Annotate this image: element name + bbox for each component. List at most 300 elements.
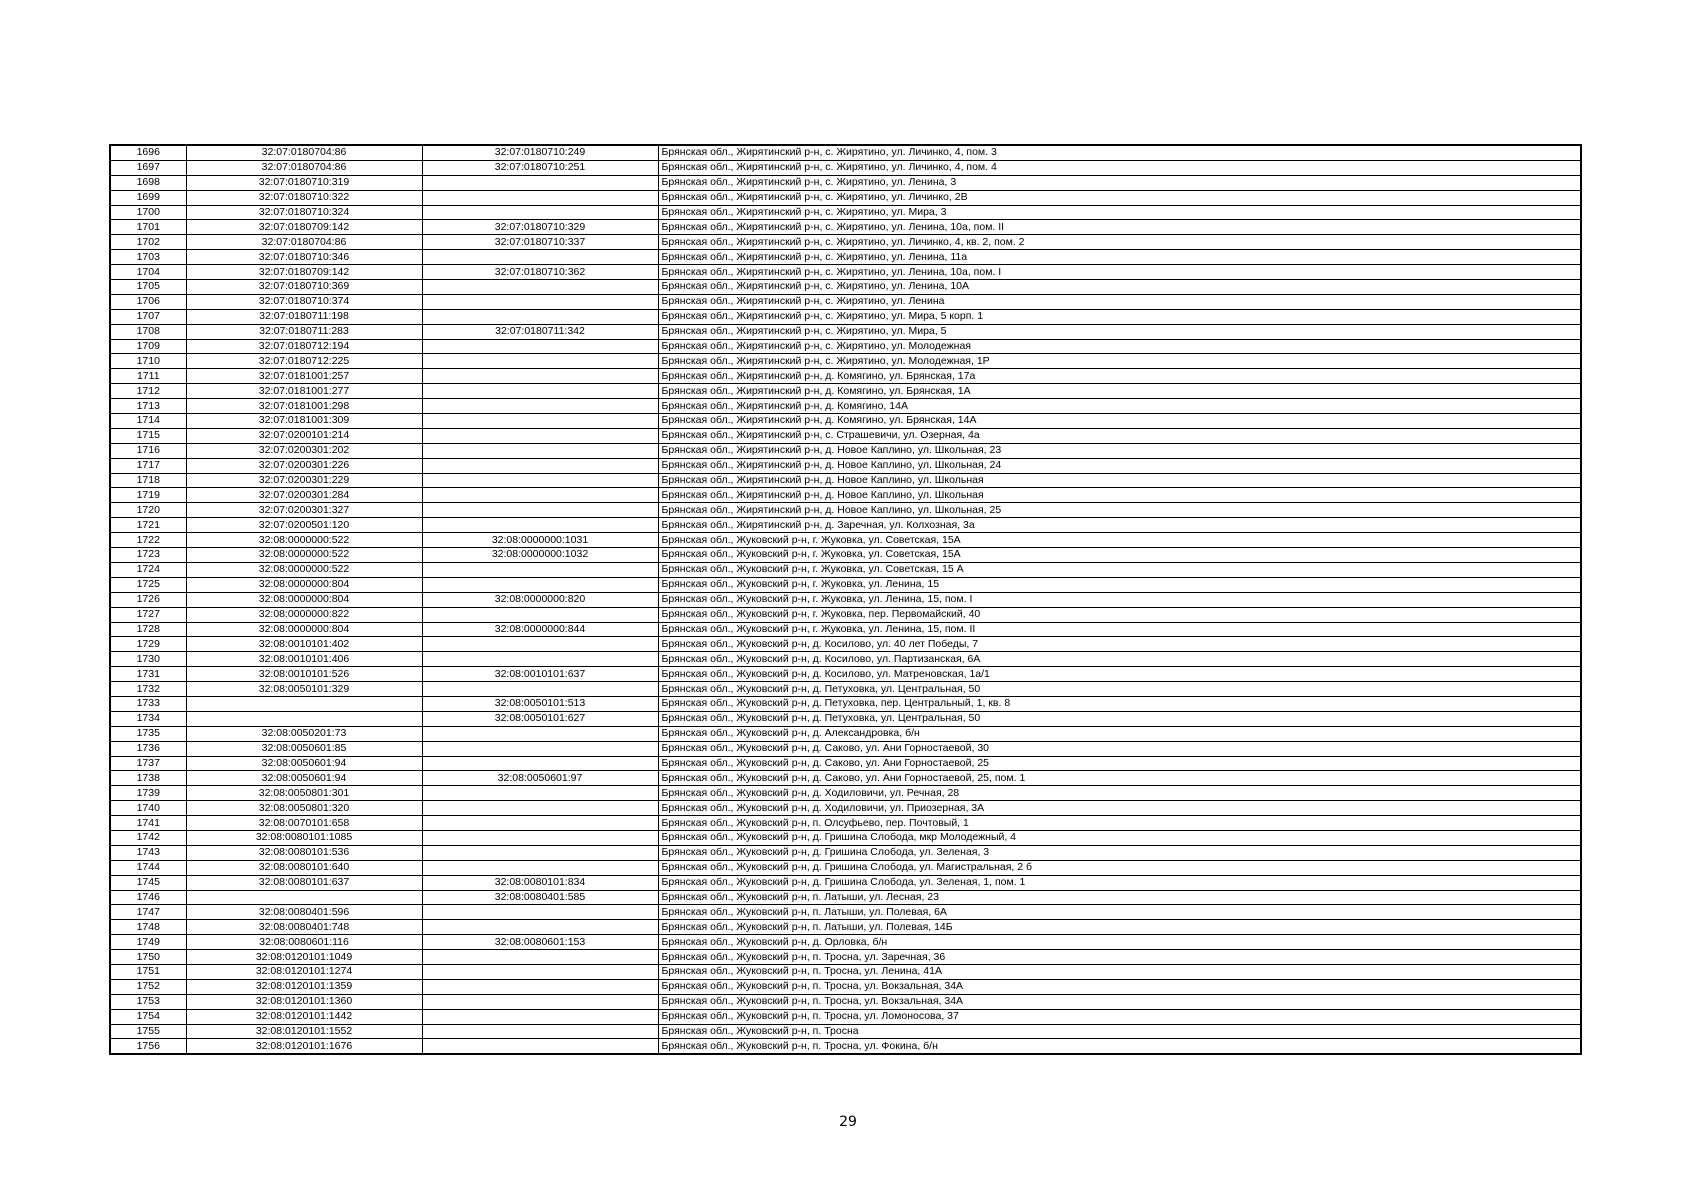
- row-number-cell: 1710: [110, 354, 186, 369]
- address-cell: Брянская обл., Жуковский р-н, д. Косилово, ул. Партизанская, 6А: [658, 652, 1581, 667]
- address-cell: Брянская обл., Жирятинский р-н, д. Заречная, ул. Колхозная, 3а: [658, 518, 1581, 533]
- room-cadastral-number-cell: [422, 816, 658, 831]
- row-number-cell: 1705: [110, 280, 186, 295]
- table-row: [110, 652, 1581, 667]
- cadastral-number-cell: 32:07:0200301:284: [186, 488, 422, 503]
- address-cell: Брянская обл., Жуковский р-н, д. Косилово, ул. 40 лет Победы, 7: [658, 637, 1581, 652]
- table-row: [110, 577, 1581, 592]
- cadastral-number-cell: 32:07:0180710:324: [186, 205, 422, 220]
- room-cadastral-number-cell: [422, 637, 658, 652]
- row-number-cell: 1749: [110, 935, 186, 950]
- address-cell: Брянская обл., Жуковский р-н, д. Гришина Слобода, ул. Зеленая, 1, пом. 1: [658, 875, 1581, 890]
- address-cell: Брянская обл., Жуковский р-н, п. Тросна, ул. Ломоносова, 37: [658, 1009, 1581, 1024]
- cadastral-number-cell: 32:07:0200301:226: [186, 458, 422, 473]
- cadastral-number-cell: 32:07:0180710:319: [186, 175, 422, 190]
- table-row: [110, 518, 1581, 533]
- room-cadastral-number-cell: [422, 830, 658, 845]
- address-cell: Брянская обл., Жуковский р-н, п. Олсуфьево, пер. Почтовый, 1: [658, 816, 1581, 831]
- room-cadastral-number-cell: [422, 950, 658, 965]
- table-body: [110, 145, 1581, 1054]
- row-number-cell: 1725: [110, 577, 186, 592]
- row-number-cell: 1756: [110, 1039, 186, 1054]
- row-number-cell: 1751: [110, 964, 186, 979]
- room-cadastral-number-cell: [422, 905, 658, 920]
- address-cell: Брянская обл., Жирятинский р-н, с. Жирятино, ул. Личинко, 4, пом. 4: [658, 160, 1581, 175]
- table-row: [110, 994, 1581, 1009]
- table-row: [110, 637, 1581, 652]
- table-row: [110, 771, 1581, 786]
- cadastral-number-cell: 32:08:0080401:596: [186, 905, 422, 920]
- room-cadastral-number-cell: [422, 562, 658, 577]
- address-cell: Брянская обл., Жуковский р-н, п. Тросна: [658, 1024, 1581, 1039]
- address-cell: Брянская обл., Жуковский р-н, г. Жуковка, ул. Ленина, 15: [658, 577, 1581, 592]
- room-cadastral-number-cell: 32:07:0180710:329: [422, 220, 658, 235]
- row-number-cell: 1733: [110, 696, 186, 711]
- table-row: [110, 399, 1581, 414]
- table-row: [110, 682, 1581, 697]
- table-row: [110, 175, 1581, 190]
- table-row: [110, 428, 1581, 443]
- cadastral-number-cell: 32:08:0000000:822: [186, 607, 422, 622]
- table-row: [110, 890, 1581, 905]
- room-cadastral-number-cell: [422, 443, 658, 458]
- room-cadastral-number-cell: 32:07:0180710:249: [422, 145, 658, 160]
- address-cell: Брянская обл., Жуковский р-н, г. Жуковка, ул. Ленина, 15, пом. I: [658, 592, 1581, 607]
- room-cadastral-number-cell: [422, 1024, 658, 1039]
- row-number-cell: 1747: [110, 905, 186, 920]
- room-cadastral-number-cell: [422, 250, 658, 265]
- address-cell: Брянская обл., Жирятинский р-н, д. Комягино, ул. Брянская, 1А: [658, 384, 1581, 399]
- room-cadastral-number-cell: [422, 190, 658, 205]
- room-cadastral-number-cell: [422, 860, 658, 875]
- address-cell: Брянская обл., Жирятинский р-н, с. Жирятино, ул. Ленина, 10А: [658, 280, 1581, 295]
- row-number-cell: 1717: [110, 458, 186, 473]
- row-number-cell: 1703: [110, 250, 186, 265]
- table-row: [110, 964, 1581, 979]
- table-row: [110, 160, 1581, 175]
- cadastral-number-cell: 32:07:0180711:198: [186, 309, 422, 324]
- cadastral-number-cell: 32:07:0180704:86: [186, 145, 422, 160]
- room-cadastral-number-cell: [422, 682, 658, 697]
- room-cadastral-number-cell: 32:08:0000000:844: [422, 622, 658, 637]
- cadastral-number-cell: 32:08:0080101:536: [186, 845, 422, 860]
- address-cell: Брянская обл., Жуковский р-н, п. Латыши, ул. Полевая, 14Б: [658, 920, 1581, 935]
- row-number-cell: 1746: [110, 890, 186, 905]
- cadastral-number-cell: 32:07:0180712:194: [186, 339, 422, 354]
- row-number-cell: 1709: [110, 339, 186, 354]
- row-number-cell: 1744: [110, 860, 186, 875]
- row-number-cell: 1755: [110, 1024, 186, 1039]
- cadastral-number-cell: 32:07:0180712:225: [186, 354, 422, 369]
- table-row: [110, 339, 1581, 354]
- cadastral-number-cell: 32:07:0180709:142: [186, 220, 422, 235]
- address-cell: Брянская обл., Жуковский р-н, д. Саково, ул. Ани Горностаевой, 30: [658, 741, 1581, 756]
- cadastral-number-cell: 32:08:0120101:1359: [186, 979, 422, 994]
- cadastral-number-cell: [186, 696, 422, 711]
- table-row: [110, 801, 1581, 816]
- room-cadastral-number-cell: [422, 205, 658, 220]
- room-cadastral-number-cell: [422, 354, 658, 369]
- table-row: [110, 726, 1581, 741]
- room-cadastral-number-cell: 32:08:0000000:1031: [422, 533, 658, 548]
- room-cadastral-number-cell: 32:07:0180710:337: [422, 235, 658, 250]
- table-row: [110, 220, 1581, 235]
- row-number-cell: 1742: [110, 830, 186, 845]
- table-row: [110, 1024, 1581, 1039]
- cadastral-table: [109, 144, 1582, 1055]
- table-row: [110, 548, 1581, 563]
- cadastral-number-cell: 32:07:0180711:283: [186, 324, 422, 339]
- row-number-cell: 1715: [110, 428, 186, 443]
- row-number-cell: 1734: [110, 711, 186, 726]
- table-row: [110, 756, 1581, 771]
- row-number-cell: 1748: [110, 920, 186, 935]
- address-cell: Брянская обл., Жирятинский р-н, д. Новое Каплино, ул. Школьная, 24: [658, 458, 1581, 473]
- table-row: [110, 309, 1581, 324]
- address-cell: Брянская обл., Жирятинский р-н, с. Жирятино, ул. Личинко, 4, кв. 2, пом. 2: [658, 235, 1581, 250]
- table-row: [110, 875, 1581, 890]
- cadastral-number-cell: 32:08:0120101:1676: [186, 1039, 422, 1054]
- room-cadastral-number-cell: [422, 384, 658, 399]
- room-cadastral-number-cell: [422, 458, 658, 473]
- cadastral-number-cell: 32:07:0181001:257: [186, 369, 422, 384]
- room-cadastral-number-cell: [422, 607, 658, 622]
- room-cadastral-number-cell: [422, 726, 658, 741]
- cadastral-number-cell: 32:07:0200301:229: [186, 473, 422, 488]
- address-cell: Брянская обл., Жуковский р-н, г. Жуковка, ул. Ленина, 15, пом. II: [658, 622, 1581, 637]
- room-cadastral-number-cell: [422, 414, 658, 429]
- address-cell: Брянская обл., Жирятинский р-н, с. Жирятино, ул. Ленина, 10а, пом. I: [658, 265, 1581, 280]
- address-cell: Брянская обл., Жуковский р-н, д. Гришина Слобода, мкр Молодежный, 4: [658, 830, 1581, 845]
- row-number-cell: 1711: [110, 369, 186, 384]
- address-cell: Брянская обл., Жирятинский р-н, с. Жирятино, ул. Мира, 5: [658, 324, 1581, 339]
- row-number-cell: 1726: [110, 592, 186, 607]
- address-cell: Брянская обл., Жуковский р-н, п. Тросна, ул. Вокзальная, 34А: [658, 994, 1581, 1009]
- address-cell: Брянская обл., Жуковский р-н, г. Жуковка, ул. Советская, 15А: [658, 533, 1581, 548]
- row-number-cell: 1753: [110, 994, 186, 1009]
- address-cell: Брянская обл., Жирятинский р-н, д. Комягино, ул. Брянская, 14А: [658, 414, 1581, 429]
- table-row: [110, 1039, 1581, 1054]
- room-cadastral-number-cell: [422, 473, 658, 488]
- room-cadastral-number-cell: 32:08:0050601:97: [422, 771, 658, 786]
- room-cadastral-number-cell: [422, 518, 658, 533]
- cadastral-number-cell: 32:08:0050801:320: [186, 801, 422, 816]
- address-cell: Брянская обл., Жуковский р-н, д. Петуховка, пер. Центральный, 1, кв. 8: [658, 696, 1581, 711]
- cadastral-number-cell: 32:08:0120101:1274: [186, 964, 422, 979]
- table-row: [110, 384, 1581, 399]
- table-row: [110, 458, 1581, 473]
- room-cadastral-number-cell: 32:08:0080601:153: [422, 935, 658, 950]
- row-number-cell: 1722: [110, 533, 186, 548]
- row-number-cell: 1706: [110, 294, 186, 309]
- room-cadastral-number-cell: [422, 369, 658, 384]
- row-number-cell: 1697: [110, 160, 186, 175]
- cadastral-number-cell: 32:08:0000000:522: [186, 533, 422, 548]
- room-cadastral-number-cell: [422, 845, 658, 860]
- address-cell: Брянская обл., Жуковский р-н, д. Саково, ул. Ани Горностаевой, 25, пом. 1: [658, 771, 1581, 786]
- table-row: [110, 235, 1581, 250]
- address-cell: Брянская обл., Жирятинский р-н, с. Жирятино, ул. Ленина, 11а: [658, 250, 1581, 265]
- room-cadastral-number-cell: [422, 503, 658, 518]
- row-number-cell: 1707: [110, 309, 186, 324]
- row-number-cell: 1724: [110, 562, 186, 577]
- address-cell: Брянская обл., Жуковский р-н, г. Жуковка, ул. Советская, 15 А: [658, 562, 1581, 577]
- row-number-cell: 1732: [110, 682, 186, 697]
- address-cell: Брянская обл., Жирятинский р-н, с. Жирятино, ул. Молодежная, 1Р: [658, 354, 1581, 369]
- cadastral-number-cell: [186, 711, 422, 726]
- cadastral-number-cell: 32:07:0180709:142: [186, 265, 422, 280]
- room-cadastral-number-cell: [422, 786, 658, 801]
- row-number-cell: 1730: [110, 652, 186, 667]
- row-number-cell: 1741: [110, 816, 186, 831]
- address-cell: Брянская обл., Жирятинский р-н, с. Жирятино, ул. Молодежная: [658, 339, 1581, 354]
- address-cell: Брянская обл., Жуковский р-н, д. Ходиловичи, ул. Речная, 28: [658, 786, 1581, 801]
- cadastral-number-cell: 32:07:0180704:86: [186, 235, 422, 250]
- row-number-cell: 1723: [110, 548, 186, 563]
- cadastral-number-cell: 32:08:0000000:522: [186, 548, 422, 563]
- cadastral-number-cell: 32:07:0200301:202: [186, 443, 422, 458]
- address-cell: Брянская обл., Жирятинский р-н, с. Жирятино, ул. Мира, 3: [658, 205, 1581, 220]
- row-number-cell: 1735: [110, 726, 186, 741]
- cadastral-number-cell: 32:07:0180710:322: [186, 190, 422, 205]
- cadastral-number-cell: 32:08:0050201:73: [186, 726, 422, 741]
- room-cadastral-number-cell: [422, 979, 658, 994]
- table-row: [110, 190, 1581, 205]
- room-cadastral-number-cell: [422, 741, 658, 756]
- table-row: [110, 294, 1581, 309]
- row-number-cell: 1713: [110, 399, 186, 414]
- address-cell: Брянская обл., Жуковский р-н, д. Гришина Слобода, ул. Зеленая, 3: [658, 845, 1581, 860]
- room-cadastral-number-cell: [422, 577, 658, 592]
- room-cadastral-number-cell: [422, 294, 658, 309]
- row-number-cell: 1700: [110, 205, 186, 220]
- table-row: [110, 920, 1581, 935]
- row-number-cell: 1721: [110, 518, 186, 533]
- cadastral-number-cell: 32:07:0181001:277: [186, 384, 422, 399]
- table-row: [110, 830, 1581, 845]
- row-number-cell: 1731: [110, 667, 186, 682]
- cadastral-number-cell: 32:08:0080101:637: [186, 875, 422, 890]
- address-cell: Брянская обл., Жирятинский р-н, д. Новое Каплино, ул. Школьная, 23: [658, 443, 1581, 458]
- table-row: [110, 503, 1581, 518]
- room-cadastral-number-cell: [422, 339, 658, 354]
- table-row: [110, 1009, 1581, 1024]
- cadastral-number-cell: 32:08:0120101:1049: [186, 950, 422, 965]
- address-cell: Брянская обл., Жуковский р-н, д. Петуховка, ул. Центральная, 50: [658, 711, 1581, 726]
- room-cadastral-number-cell: [422, 428, 658, 443]
- table-row: [110, 205, 1581, 220]
- table-row: [110, 816, 1581, 831]
- room-cadastral-number-cell: 32:07:0180710:251: [422, 160, 658, 175]
- address-cell: Брянская обл., Жуковский р-н, п. Тросна, ул. Ленина, 41А: [658, 964, 1581, 979]
- address-cell: Брянская обл., Жуковский р-н, п. Латыши, ул. Полевая, 6А: [658, 905, 1581, 920]
- row-number-cell: 1704: [110, 265, 186, 280]
- cadastral-number-cell: 32:08:0010101:402: [186, 637, 422, 652]
- table-row: [110, 741, 1581, 756]
- address-cell: Брянская обл., Жуковский р-н, п. Тросна, ул. Вокзальная, 34А: [658, 979, 1581, 994]
- table-row: [110, 845, 1581, 860]
- address-cell: Брянская обл., Жуковский р-н, г. Жуковка, ул. Советская, 15А: [658, 548, 1581, 563]
- room-cadastral-number-cell: 32:08:0000000:820: [422, 592, 658, 607]
- cadastral-number-cell: 32:07:0180710:346: [186, 250, 422, 265]
- cadastral-number-cell: 32:08:0000000:804: [186, 622, 422, 637]
- row-number-cell: 1737: [110, 756, 186, 771]
- cadastral-number-cell: 32:08:0120101:1552: [186, 1024, 422, 1039]
- row-number-cell: 1712: [110, 384, 186, 399]
- table-row: [110, 324, 1581, 339]
- table-row: [110, 711, 1581, 726]
- room-cadastral-number-cell: 32:08:0080401:585: [422, 890, 658, 905]
- room-cadastral-number-cell: [422, 756, 658, 771]
- table-row: [110, 592, 1581, 607]
- address-cell: Брянская обл., Жуковский р-н, д. Александровка, б/н: [658, 726, 1581, 741]
- row-number-cell: 1738: [110, 771, 186, 786]
- room-cadastral-number-cell: 32:08:0050101:627: [422, 711, 658, 726]
- row-number-cell: 1745: [110, 875, 186, 890]
- room-cadastral-number-cell: 32:08:0080101:834: [422, 875, 658, 890]
- table-row: [110, 696, 1581, 711]
- table-row: [110, 369, 1581, 384]
- table-row: [110, 145, 1581, 160]
- cadastral-number-cell: 32:08:0080401:748: [186, 920, 422, 935]
- row-number-cell: 1750: [110, 950, 186, 965]
- address-cell: Брянская обл., Жуковский р-н, п. Тросна, ул. Фокина, б/н: [658, 1039, 1581, 1054]
- cadastral-number-cell: 32:08:0080101:1085: [186, 830, 422, 845]
- row-number-cell: 1698: [110, 175, 186, 190]
- row-number-cell: 1729: [110, 637, 186, 652]
- row-number-cell: 1740: [110, 801, 186, 816]
- cadastral-number-cell: 32:08:0050101:329: [186, 682, 422, 697]
- room-cadastral-number-cell: [422, 801, 658, 816]
- room-cadastral-number-cell: [422, 964, 658, 979]
- cadastral-number-cell: 32:08:0050601:94: [186, 756, 422, 771]
- table-row: [110, 354, 1581, 369]
- page-number: 29: [839, 1114, 857, 1130]
- table-row: [110, 905, 1581, 920]
- address-cell: Брянская обл., Жирятинский р-н, д. Новое Каплино, ул. Школьная: [658, 488, 1581, 503]
- address-cell: Брянская обл., Жирятинский р-н, с. Страшевичи, ул. Озерная, 4а: [658, 428, 1581, 443]
- row-number-cell: 1702: [110, 235, 186, 250]
- cadastral-number-cell: 32:07:0180710:374: [186, 294, 422, 309]
- address-cell: Брянская обл., Жуковский р-н, д. Косилово, ул. Матреновская, 1а/1: [658, 667, 1581, 682]
- address-cell: Брянская обл., Жуковский р-н, д. Гришина Слобода, ул. Магистральная, 2 б: [658, 860, 1581, 875]
- table-row: [110, 414, 1581, 429]
- address-cell: Брянская обл., Жуковский р-н, д. Орловка, б/н: [658, 935, 1581, 950]
- cadastral-number-cell: 32:07:0200101:214: [186, 428, 422, 443]
- cadastral-number-cell: 32:08:0050601:85: [186, 741, 422, 756]
- row-number-cell: 1699: [110, 190, 186, 205]
- row-number-cell: 1728: [110, 622, 186, 637]
- cadastral-number-cell: 32:08:0050601:94: [186, 771, 422, 786]
- cadastral-number-cell: 32:08:0010101:406: [186, 652, 422, 667]
- table-row: [110, 488, 1581, 503]
- address-cell: Брянская обл., Жуковский р-н, д. Петуховка, ул. Центральная, 50: [658, 682, 1581, 697]
- address-cell: Брянская обл., Жуковский р-н, п. Тросна, ул. Заречная, 36: [658, 950, 1581, 965]
- table-row: [110, 622, 1581, 637]
- address-cell: Брянская обл., Жирятинский р-н, с. Жирятино, ул. Ленина, 3: [658, 175, 1581, 190]
- table-row: [110, 607, 1581, 622]
- row-number-cell: 1718: [110, 473, 186, 488]
- cadastral-number-cell: 32:08:0070101:658: [186, 816, 422, 831]
- room-cadastral-number-cell: [422, 175, 658, 190]
- room-cadastral-number-cell: 32:08:0010101:637: [422, 667, 658, 682]
- row-number-cell: 1754: [110, 1009, 186, 1024]
- address-cell: Брянская обл., Жуковский р-н, д. Саково, ул. Ани Горностаевой, 25: [658, 756, 1581, 771]
- address-cell: Брянская обл., Жирятинский р-н, с. Жирятино, ул. Ленина, 10а, пом. II: [658, 220, 1581, 235]
- cadastral-number-cell: 32:08:0050801:301: [186, 786, 422, 801]
- room-cadastral-number-cell: [422, 652, 658, 667]
- cadastral-number-cell: 32:08:0120101:1442: [186, 1009, 422, 1024]
- row-number-cell: 1720: [110, 503, 186, 518]
- table-row: [110, 280, 1581, 295]
- room-cadastral-number-cell: 32:07:0180710:362: [422, 265, 658, 280]
- row-number-cell: 1696: [110, 145, 186, 160]
- room-cadastral-number-cell: 32:08:0050101:513: [422, 696, 658, 711]
- table-row: [110, 443, 1581, 458]
- cadastral-number-cell: [186, 890, 422, 905]
- row-number-cell: 1716: [110, 443, 186, 458]
- address-cell: Брянская обл., Жирятинский р-н, с. Жирятино, ул. Мира, 5 корп. 1: [658, 309, 1581, 324]
- room-cadastral-number-cell: 32:07:0180711:342: [422, 324, 658, 339]
- room-cadastral-number-cell: [422, 994, 658, 1009]
- table-row: [110, 860, 1581, 875]
- room-cadastral-number-cell: [422, 309, 658, 324]
- row-number-cell: 1714: [110, 414, 186, 429]
- room-cadastral-number-cell: [422, 488, 658, 503]
- table-row: [110, 935, 1581, 950]
- table-row: [110, 473, 1581, 488]
- cadastral-number-cell: 32:08:0080101:640: [186, 860, 422, 875]
- row-number-cell: 1719: [110, 488, 186, 503]
- address-cell: Брянская обл., Жирятинский р-н, д. Комягино, 14А: [658, 399, 1581, 414]
- address-cell: Брянская обл., Жирятинский р-н, д. Комягино, ул. Брянская, 17а: [658, 369, 1581, 384]
- address-cell: Брянская обл., Жуковский р-н, п. Латыши, ул. Лесная, 23: [658, 890, 1581, 905]
- table-row: [110, 950, 1581, 965]
- room-cadastral-number-cell: [422, 920, 658, 935]
- cadastral-number-cell: 32:08:0000000:522: [186, 562, 422, 577]
- row-number-cell: 1701: [110, 220, 186, 235]
- cadastral-number-cell: 32:07:0180704:86: [186, 160, 422, 175]
- table-row: [110, 786, 1581, 801]
- row-number-cell: 1708: [110, 324, 186, 339]
- address-cell: Брянская обл., Жуковский р-н, г. Жуковка, пер. Первомайский, 40: [658, 607, 1581, 622]
- cadastral-number-cell: 32:08:0010101:526: [186, 667, 422, 682]
- room-cadastral-number-cell: [422, 399, 658, 414]
- cadastral-number-cell: 32:07:0200501:120: [186, 518, 422, 533]
- cadastral-number-cell: 32:08:0000000:804: [186, 577, 422, 592]
- cadastral-number-cell: 32:08:0080601:116: [186, 935, 422, 950]
- row-number-cell: 1736: [110, 741, 186, 756]
- cadastral-number-cell: 32:07:0181001:298: [186, 399, 422, 414]
- address-cell: Брянская обл., Жирятинский р-н, с. Жирятино, ул. Ленина: [658, 294, 1581, 309]
- cadastral-number-cell: 32:08:0000000:804: [186, 592, 422, 607]
- room-cadastral-number-cell: 32:08:0000000:1032: [422, 548, 658, 563]
- table-row: [110, 250, 1581, 265]
- cadastral-number-cell: 32:07:0180710:369: [186, 280, 422, 295]
- address-cell: Брянская обл., Жирятинский р-н, д. Новое Каплино, ул. Школьная, 25: [658, 503, 1581, 518]
- row-number-cell: 1727: [110, 607, 186, 622]
- row-number-cell: 1743: [110, 845, 186, 860]
- room-cadastral-number-cell: [422, 280, 658, 295]
- table-row: [110, 265, 1581, 280]
- cadastral-number-cell: 32:08:0120101:1360: [186, 994, 422, 1009]
- room-cadastral-number-cell: [422, 1039, 658, 1054]
- cadastral-number-cell: 32:07:0200301:327: [186, 503, 422, 518]
- table-row: [110, 667, 1581, 682]
- table-row: [110, 979, 1581, 994]
- address-cell: Брянская обл., Жирятинский р-н, д. Новое Каплино, ул. Школьная: [658, 473, 1581, 488]
- address-cell: Брянская обл., Жирятинский р-н, с. Жирятино, ул. Личинко, 2В: [658, 190, 1581, 205]
